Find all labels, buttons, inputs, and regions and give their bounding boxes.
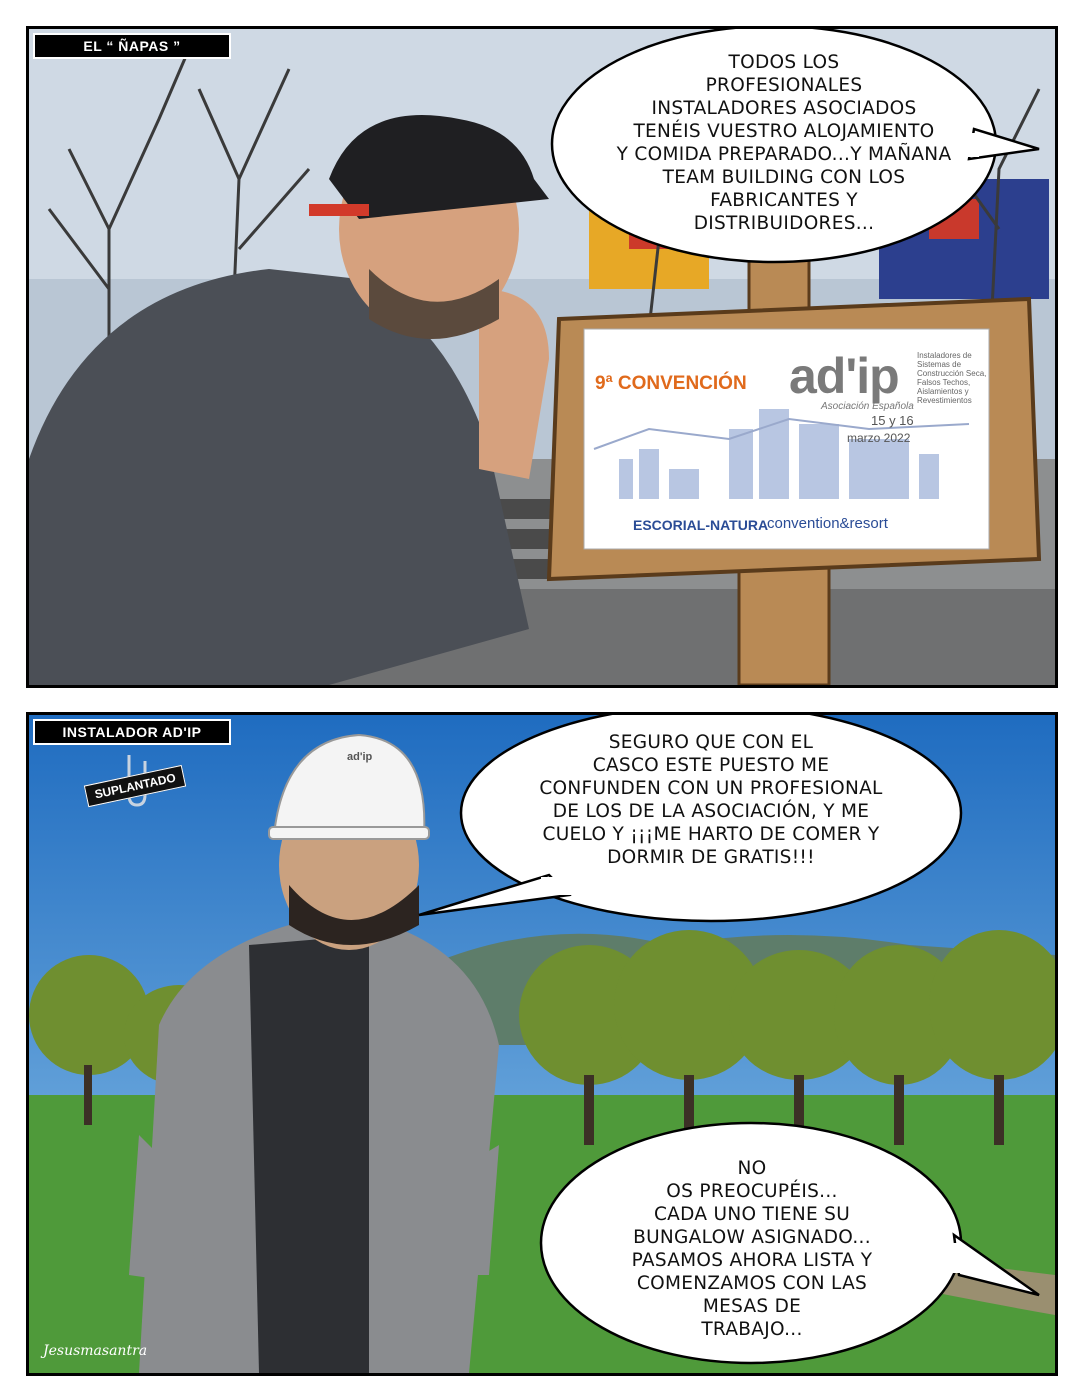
- sign-dates: 15 y 16: [871, 413, 914, 428]
- speech-line: FABRICANTES Y: [710, 190, 858, 211]
- speech-text-2: [491, 731, 931, 869]
- speech-line: OS PREOCUPÉIS...: [666, 1181, 838, 1202]
- sign-venue: ESCORIAL-NATURA: [633, 517, 769, 533]
- impersonated-tag: SUPLANTADO: [84, 765, 187, 807]
- sign-venue-suffix: convention&resort: [767, 515, 888, 532]
- comic-panel-top: [26, 26, 1058, 688]
- sign-description-line: Instaladores de: [917, 351, 972, 360]
- speech-line: CASCO ESTE PUESTO ME: [592, 755, 830, 776]
- speech-line: CADA UNO TIENE SU: [653, 1204, 851, 1225]
- speech-line: NO: [737, 1158, 767, 1179]
- speech-line: COMENZAMOS CON LAS: [636, 1273, 868, 1294]
- speech-line: INSTALADORES ASOCIADOS: [651, 98, 917, 119]
- artist-signature: Jesusmasantra: [43, 1343, 148, 1359]
- speech-line: CONFUNDEN CON UN PROFESIONAL: [539, 778, 883, 799]
- speech-line: DE LOS DE LA ASOCIACIÓN, Y ME: [552, 801, 870, 822]
- sign-description-line: Falsos Techos,: [917, 378, 971, 387]
- panel-caption: INSTALADOR AD'IP: [33, 719, 231, 745]
- comic-panel-bottom: [26, 712, 1058, 1376]
- speech-line: TENÉIS VUESTRO ALOJAMIENTO: [633, 121, 935, 142]
- sign-description-line: Construcción Seca,: [917, 369, 987, 378]
- speech-line: TRABAJO...: [701, 1319, 803, 1340]
- sign-description-line: Sistemas de: [917, 360, 962, 369]
- speech-line: PASAMOS AHORA LISTA Y: [631, 1250, 873, 1271]
- helmet-logo: ad'ip: [347, 751, 373, 763]
- speech-line: BUNGALOW ASIGNADO...: [633, 1227, 871, 1248]
- speech-line: CUELO Y ¡¡¡ME HARTO DE COMER Y: [542, 824, 880, 845]
- speech-line: Y COMIDA PREPARADO...Y MAÑANA: [616, 144, 952, 165]
- speech-line: DISTRIBUIDORES...: [693, 213, 875, 234]
- panel-caption: EL “ ÑAPAS ”: [33, 33, 231, 59]
- speech-line: TODOS LOS: [728, 52, 840, 73]
- speech-text-1: [585, 51, 983, 235]
- speech-line: TEAM BUILDING CON LOS: [662, 167, 906, 188]
- sign-month: marzo 2022: [847, 431, 911, 445]
- speech-line: PROFESIONALES: [705, 75, 863, 96]
- speech-text-3: [557, 1157, 947, 1341]
- speech-line: MESAS DE: [702, 1296, 802, 1317]
- speech-line: DORMIR DE GRATIS!!!: [607, 847, 815, 868]
- sign-convention-title: 9ª CONVENCIÓN: [595, 373, 747, 394]
- sign-description-line: Aislamientos y: [917, 387, 969, 396]
- sign-description-line: Revestimientos: [917, 396, 972, 405]
- sign-association: Asociación Española: [821, 401, 914, 412]
- speech-line: SEGURO QUE CON EL: [608, 732, 814, 753]
- adip-logo: ad'ip: [789, 348, 899, 404]
